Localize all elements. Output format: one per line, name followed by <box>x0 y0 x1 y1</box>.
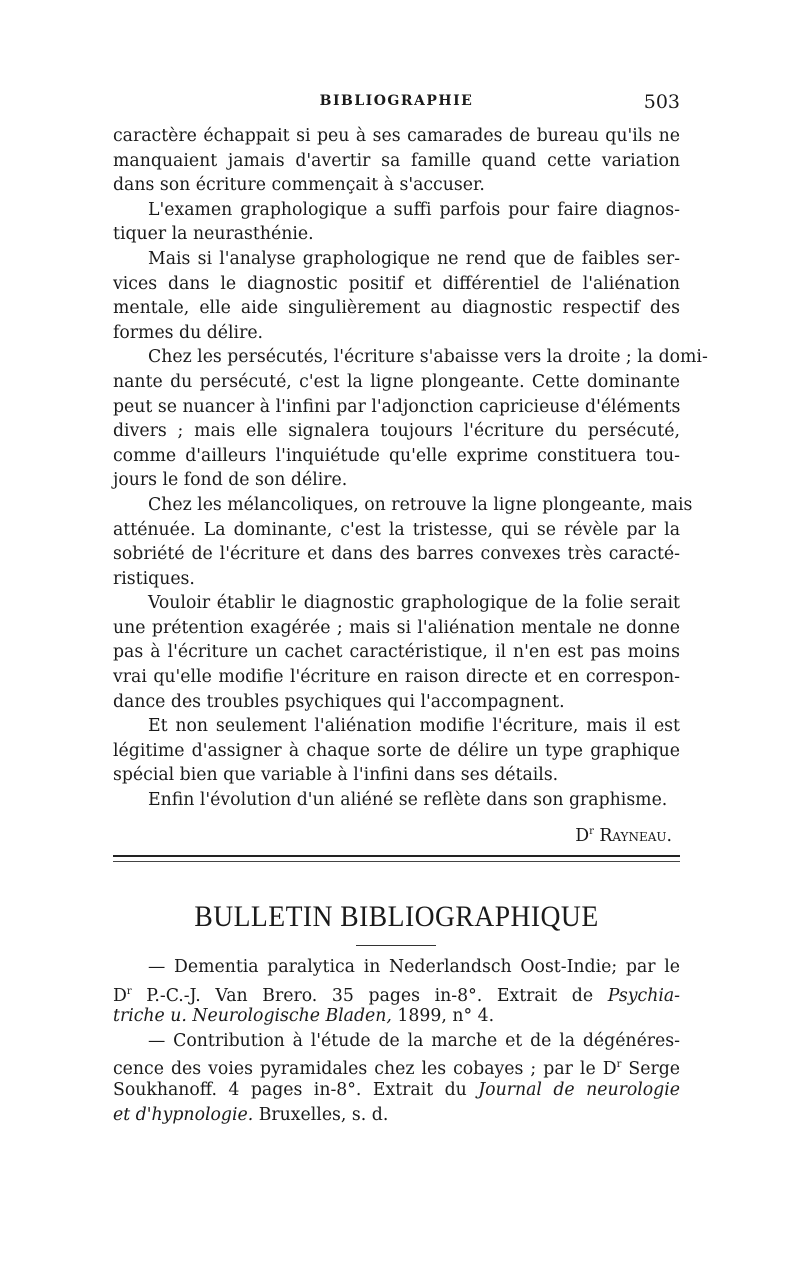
text-line: vices dans le diagnostic positif et différentiel de l'aliénation <box>113 273 680 294</box>
text-line: mentale, elle aide singulièrement au diagnostic respectif des <box>113 298 680 319</box>
text-line: jours le fond de son délire. <box>113 470 348 491</box>
text-line: peut se nuancer à l'infini par l'adjonction capricieuse d'éléments <box>113 396 681 417</box>
text-line: caractère échappait si peu à ses camarades de bureau qu'ils ne <box>113 126 680 146</box>
paragraph <box>113 591 680 714</box>
text-line: une prétention exagérée ; mais si l'aliénation mentale ne donne <box>113 617 680 638</box>
text-line: Chez les mélancoliques, on retrouve la ligne plongeante, mais <box>148 494 693 515</box>
paragraph <box>113 198 680 247</box>
text-line: Vouloir établir le diagnostic graphologique de la folie serait <box>148 593 680 614</box>
paragraph <box>113 493 693 591</box>
author-signature: $D^r$ Rayneau. <box>575 825 672 846</box>
running-head <box>113 91 680 119</box>
text-line: légitime d'assigner à chaque sorte de délire un type graphique <box>113 740 680 761</box>
bulletin-heading: BULLETIN BIBLIOGRAPHIQUE <box>194 900 599 933</box>
text-line: pas à l'écriture un cachet caractéristique, il n'en est pas moins <box>113 642 680 663</box>
entry-line: Soukhanoff. 4 pages in-8°. Extrait du Journal de neurologie <box>113 1079 680 1100</box>
running-head-title: BIBLIOGRAPHIE <box>319 93 474 109</box>
bibliography-list <box>113 955 680 1127</box>
entry-line: cence des voies pyramidales chez les cobayes ; par le $D^r$ Serge <box>113 1059 681 1080</box>
text-line: Chez les persécutés, l'écriture s'abaisse vers la droite ; la domi- <box>148 347 708 368</box>
section-divider <box>113 855 680 857</box>
heading-underline <box>356 945 436 946</box>
page-number: 503 <box>643 91 680 113</box>
text-line: Mais si l'analyse graphologique ne rend que de faibles ser- <box>148 248 680 269</box>
review-body <box>113 124 708 847</box>
text-line: divers ; mais elle signalera toujours l'écriture du persécuté, <box>113 421 680 442</box>
paragraph <box>113 124 680 198</box>
text-line: atténuée. La dominante, c'est la tristesse, qui se révèle par la <box>113 519 680 540</box>
text-line: sobriété de l'écriture et dans des barres convexes très caracté- <box>113 544 680 565</box>
entry-line: et d'hypnologie. Bruxelles, s. d. <box>113 1104 389 1125</box>
text-line: nante du persécuté, c'est la ligne plongeante. Cette dominante <box>113 371 680 392</box>
entry-line: — Contribution à l'étude de la marche et de la dégénéres- <box>148 1030 680 1051</box>
text-line: formes du délire. <box>113 322 264 343</box>
text-line: vrai qu'elle modifie l'écriture en raison directe et en correspon- <box>113 667 680 688</box>
text-line: spécial bien que variable à l'infini dans ses détails. <box>113 765 559 786</box>
bibliography-entry <box>113 1029 680 1127</box>
paragraph <box>113 345 708 493</box>
text-line: dans son écriture commençait à s'accuser. <box>113 175 485 196</box>
entry-line: $D^r$ P.-C.-J. Van Brero. 35 pages in-8°. Extrait de Psychia- <box>113 985 680 1006</box>
text-line: ristiques. <box>113 568 195 589</box>
text-line: tiquer la neurasthénie. <box>113 224 314 245</box>
section-divider-thin <box>113 861 680 862</box>
bibliography-entry <box>113 955 680 1029</box>
text-line: manquaient jamais d'avertir sa famille quand cette variation <box>113 150 680 171</box>
entry-line: — Dementia paralytica in Nederlandsch Oost-Indie; par le <box>148 957 680 977</box>
text-line: Enfin l'évolution d'un aliéné se reflète dans son graphisme. <box>148 790 668 811</box>
paragraph <box>113 247 680 345</box>
paragraph <box>113 714 680 788</box>
entry-line: triche u. Neurologische Bladen, 1899, n° 4. <box>113 1006 495 1027</box>
text-line: Et non seulement l'aliénation modifie l'écriture, mais il est <box>148 716 680 737</box>
text-line: L'examen graphologique a suffi parfois pour faire diagnos- <box>148 199 680 220</box>
text-line: dance des troubles psychiques qui l'accompagnent. <box>113 691 565 712</box>
paragraph <box>113 788 680 813</box>
text-line: comme d'ailleurs l'inquiétude qu'elle exprime constituera tou- <box>113 445 680 466</box>
